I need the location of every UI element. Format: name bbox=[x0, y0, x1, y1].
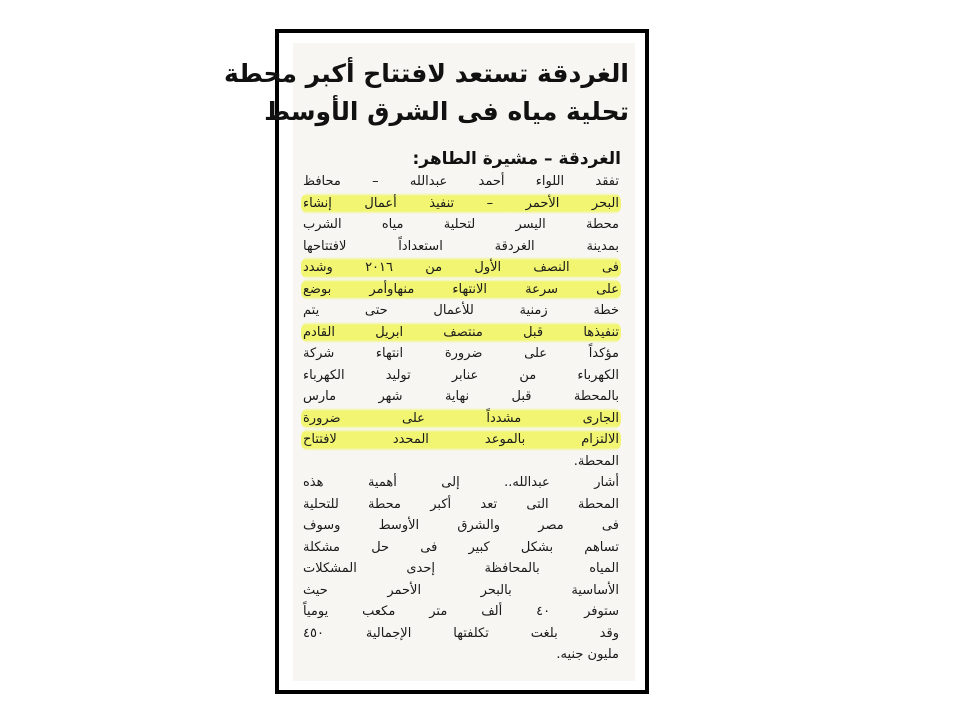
highlighted-body-line: الالتزام بالموعد المحدد لافتتاح bbox=[301, 429, 621, 451]
body-line: ستوفر ٤٠ ألف متر مكعب يومياً bbox=[303, 604, 619, 619]
highlighted-body-line: فى النصف الأول من ٢٠١٦ وشدد bbox=[301, 257, 621, 279]
article-headline bbox=[223, 55, 629, 131]
newspaper-clipping bbox=[223, 43, 635, 681]
highlighted-body-line: على سرعة الانتهاء منهاوأمر بوضع bbox=[301, 279, 621, 301]
article-byline: الغردقة – مشيرة الطاهر: bbox=[412, 149, 621, 169]
body-line: محطة اليسر لتحلية مياه الشرب bbox=[303, 217, 619, 232]
body-line: مليون جنيه. bbox=[556, 647, 619, 662]
body-line: المحطة. bbox=[573, 453, 619, 469]
body-line: الكهرباء من عنابر توليد الكهرباء bbox=[303, 367, 619, 383]
body-line: وقد بلغت تكلفتها الإجمالية ٤٥٠ bbox=[303, 625, 619, 641]
body-line: مؤكداً على ضرورة انتهاء شركة bbox=[303, 346, 619, 361]
highlighted-body-line: الجارى مشدداً على ضرورة bbox=[301, 408, 621, 430]
headline-line: الغردقة تستعد لافتتاح أكبر محطة bbox=[223, 59, 629, 88]
body-line: بمدينة الغردقة استعداداً لافتتاحها bbox=[303, 238, 619, 254]
body-line: أشار عبدالله.. إلى أهمية هذه bbox=[303, 475, 619, 490]
body-line: تفقد اللواء أحمد عبدالله – محافظ bbox=[303, 174, 619, 189]
highlighted-body-line: تنفيذها قبل منتصف ابريل القادم bbox=[301, 322, 621, 344]
headline-line: تحلية مياه فى الشرق الأوسط bbox=[264, 97, 629, 126]
body-line: خطة زمنية للأعمال حتى يتم bbox=[303, 303, 619, 318]
clipping-frame bbox=[223, 29, 649, 694]
article-body bbox=[301, 171, 621, 666]
body-line: المحطة التى تعد أكبر محطة للتحلية bbox=[303, 496, 619, 512]
body-line: تساهم بشكل كبير فى حل مشكلة bbox=[303, 539, 619, 555]
body-line: الأساسية بالبحر الأحمر حيث bbox=[303, 582, 619, 598]
body-line: بالمحطة قبل نهاية شهر مارس bbox=[303, 389, 619, 404]
body-line: المياه بالمحافظة إحدى المشكلات bbox=[303, 561, 619, 576]
highlighted-body-line: البحر الأحمر – تنفيذ أعمال إنشاء bbox=[301, 193, 621, 215]
body-line: فى مصر والشرق الأوسط وسوف bbox=[303, 518, 619, 533]
